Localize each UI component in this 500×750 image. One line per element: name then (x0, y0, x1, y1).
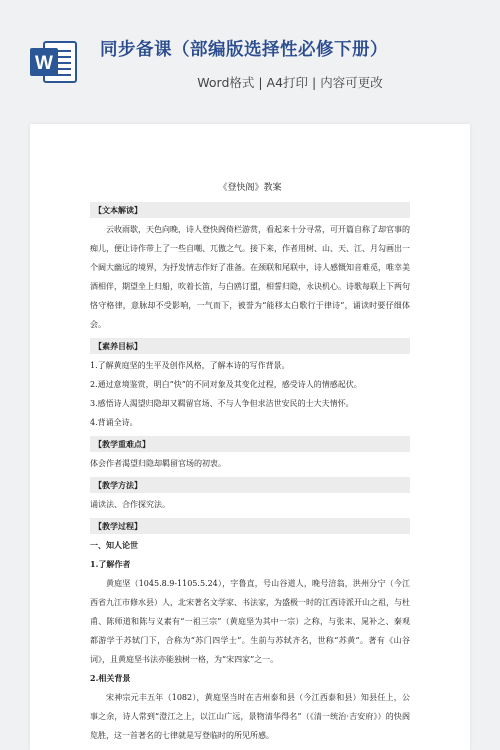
goal-item: 4.背诵全诗。 (90, 418, 138, 427)
section-heading-text-reading: 【文本解读】 (90, 202, 410, 218)
section-heading-goals: 【素养目标】 (90, 338, 410, 354)
section-heading-methods: 【教学方法】 (90, 477, 410, 493)
background-subheading: 2.相关背景 (90, 673, 131, 683)
page-subtitle: Word格式 | A4打印 | 内容可更改 (197, 75, 383, 90)
section-heading-key-points: 【教学重难点】 (90, 436, 410, 452)
word-icon (30, 40, 78, 84)
document-body (90, 124, 410, 745)
methods-text: 诵读法、合作探究法。 (90, 500, 170, 509)
goal-item: 3.感悟诗人渴望归隐却又羁留官场、不与人争但求洁世安民的士大夫情怀。 (90, 399, 354, 408)
process-subheading: 一、知人论世 (90, 540, 138, 550)
section-heading-process: 【教学过程】 (90, 518, 410, 534)
goal-item: 1.了解黄庭坚的生平及创作风格，了解本诗的写作背景。 (90, 361, 290, 370)
word-logo-letter: W (35, 53, 53, 74)
document-page (30, 124, 470, 750)
page-title: 同步备课（部编版选择性必修下册） (100, 40, 388, 60)
goal-item: 2.通过意境鉴赏，明白“快”的不同对象及其变化过程，感受诗人的情感起伏。 (90, 380, 362, 389)
page-header (0, 0, 500, 125)
author-paragraph: 黄庭坚（1045.8.9-1105.5.24），字鲁直，号山谷道人，晚号涪翁，洪州分宁（今江西省九江市修水县）人，北宋著名文学家、书法家，为盛极一时的江西诗派开山之祖，与杜甫、陈师道和陈与义素有“一祖三宗”（黄庭坚为其中一宗）之称，与张耒、晁补之、秦观都游学于苏轼门下，合称为“苏门四学士”。生前与苏轼齐名，世称“苏黄”。著有《山谷词》，且黄庭坚书法亦能独树一格，为“宋四家”之一。 (90, 579, 410, 664)
background-paragraph: 宋神宗元丰五年（1082），黄庭坚当时在吉州泰和县（今江西泰和县）知县任上，公事之余，诗人常到“澄江之上，以江山广远，景物清华得名”（《清一统治·吉安府》）的快阁览胜，这一首著名的七律就是写登临时的所见所感。 (90, 693, 410, 740)
text-reading-paragraph: 云收雨歇，天色向晚，诗人登快阁倚栏游赏，看起来十分寻常，可开篇自称了却官事的痴儿，便让诗作带上了一些自嘲、兀傲之气。接下来，作者用树、山、天、江、月勾画出一个阔大幽远的境界，为抒发情志作好了准备。在颈联和尾联中，诗人感慨知音难觅，唯幸美酒相伴，期望坐上归船，吹着长笛，与白鸥订盟，相誓归隐，永诀机心。诗歌每联上下两句恪守格律，意脉却不受影响，一气而下，被誉为“能移太白歌行于律诗”，诵读时要仔细体会。 (90, 225, 410, 329)
key-points-text: 体会作者渴望归隐却羁留官场的初衷。 (90, 459, 226, 468)
author-subheading: 1.了解作者 (90, 559, 131, 569)
document-title: 《登快阁》教案 (218, 183, 282, 193)
